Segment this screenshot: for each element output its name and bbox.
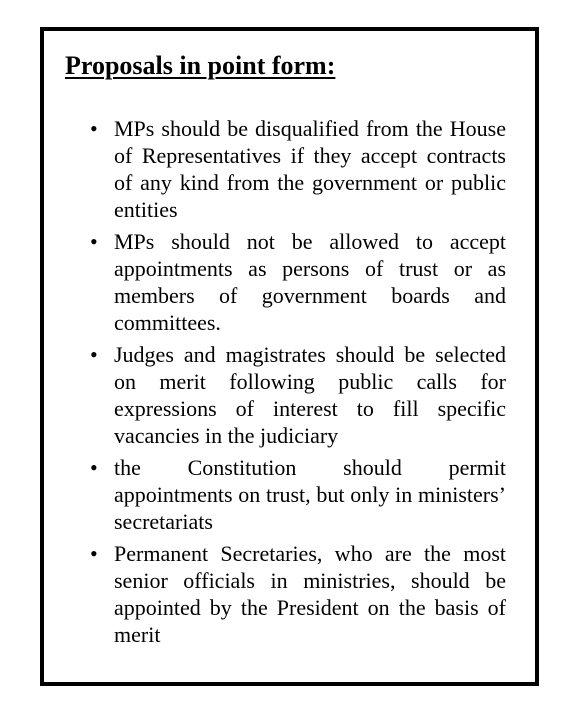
bullet-icon: • — [90, 116, 98, 141]
proposal-text: Judges and magistrates should be selected on merit following public calls for expressions of interest to fill specific vacancies in the judiciary — [114, 342, 506, 448]
proposal-item — [90, 540, 506, 648]
proposal-item — [90, 341, 506, 449]
bullet-icon: • — [90, 541, 98, 566]
bullet-icon: • — [90, 455, 98, 480]
proposal-item — [90, 115, 506, 223]
proposal-text: MPs should not be allowed to accept appointments as persons of trust or as members of government boards and committees. — [114, 229, 506, 335]
proposals-list — [90, 115, 506, 653]
proposal-text: MPs should be disqualified from the House of Representatives if they accept contracts of any kind from the government or public entities — [114, 116, 506, 222]
proposal-item — [90, 228, 506, 336]
bullet-icon: • — [90, 342, 98, 367]
proposal-text: the Constitution should permit appointments on trust, but only in ministers’ secretariats — [114, 455, 506, 534]
bullet-icon: • — [90, 229, 98, 254]
proposals-heading: Proposals in point form: — [65, 51, 336, 80]
proposal-item — [90, 454, 506, 535]
proposals-box — [40, 27, 539, 686]
proposal-text: Permanent Secretaries, who are the most senior officials in ministries, should be appointed by the President on the basis of merit — [114, 541, 506, 647]
